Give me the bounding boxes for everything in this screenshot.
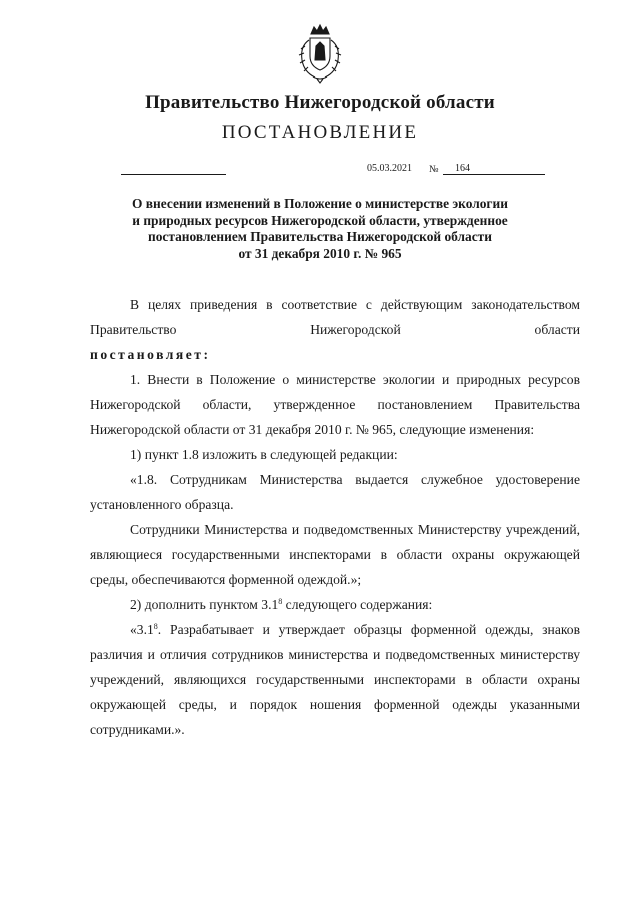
paragraph-quote-1-8: «1.8. Сотрудникам Министерства выдается служебное удостоверение установленного образца. [90, 472, 580, 512]
paragraph-preamble [90, 292, 580, 342]
paragraph-subitem-2 [90, 592, 580, 617]
subject-line: от 31 декабря 2010 г. № 965 [238, 245, 402, 261]
number-sign: № [429, 164, 439, 175]
coat-of-arms-icon [295, 22, 345, 84]
subject-line: и природных ресурсов Нижегородской области, утвержденное [132, 212, 508, 228]
paragraph-subitem-1: 1) пункт 1.8 изложить в следующей редакции: [130, 447, 398, 462]
superscript: 8 [278, 597, 283, 606]
government-title: Правительство Нижегородской области [145, 92, 495, 113]
superscript: 8 [153, 622, 158, 631]
subitem-2-text-end: следующего содержания: [282, 597, 433, 612]
document-date: 05.03.2021 [367, 163, 412, 174]
subject-line: постановлением Правительства Нижегородской области [148, 229, 492, 244]
date-line [121, 174, 226, 175]
preamble-text: В целях приведения в соответствие с действующим законодательством Правительство Нижегородской области [90, 297, 580, 337]
quote-text: . Разрабатывает и утверждает образцы форменной одежды, знаков различия и отличия сотрудников министерства и подведомственных министерству учреждений, являющихся государственными инспекторами в области охраны окружающей среды, и порядок ношения форменной одежды указанными сотрудниками.». [90, 622, 580, 737]
paragraph-item-1: 1. Внести в Положение о министерстве экологии и природных ресурсов Нижегородской области, утвержденное постановлением Правительства Нижегородской области от 31 декабря 2010 г. № 965, следующие изменения: [90, 372, 580, 437]
paragraph-quote-3-1-8 [90, 617, 580, 742]
subitem-2-text: 2) дополнить пунктом 3.1 [130, 597, 279, 612]
paragraph-employees: Сотрудники Министерства и подведомственных Министерству учреждений, являющиеся государственными инспекторами в области охраны окружающей среды, обеспечиваются форменной одеждой.»; [90, 522, 580, 587]
quote-text-start: «3.1 [130, 622, 154, 637]
document-number: 164 [455, 163, 470, 174]
number-line [443, 174, 545, 175]
subject-line: О внесении изменений в Положение о министерстве экологии [132, 196, 508, 211]
resolves-word: постановляет: [90, 347, 211, 362]
document-body [90, 292, 580, 742]
paragraph-resolves [90, 342, 580, 367]
document-type: ПОСТАНОВЛЕНИЕ [221, 122, 419, 143]
document-subject [100, 196, 540, 262]
